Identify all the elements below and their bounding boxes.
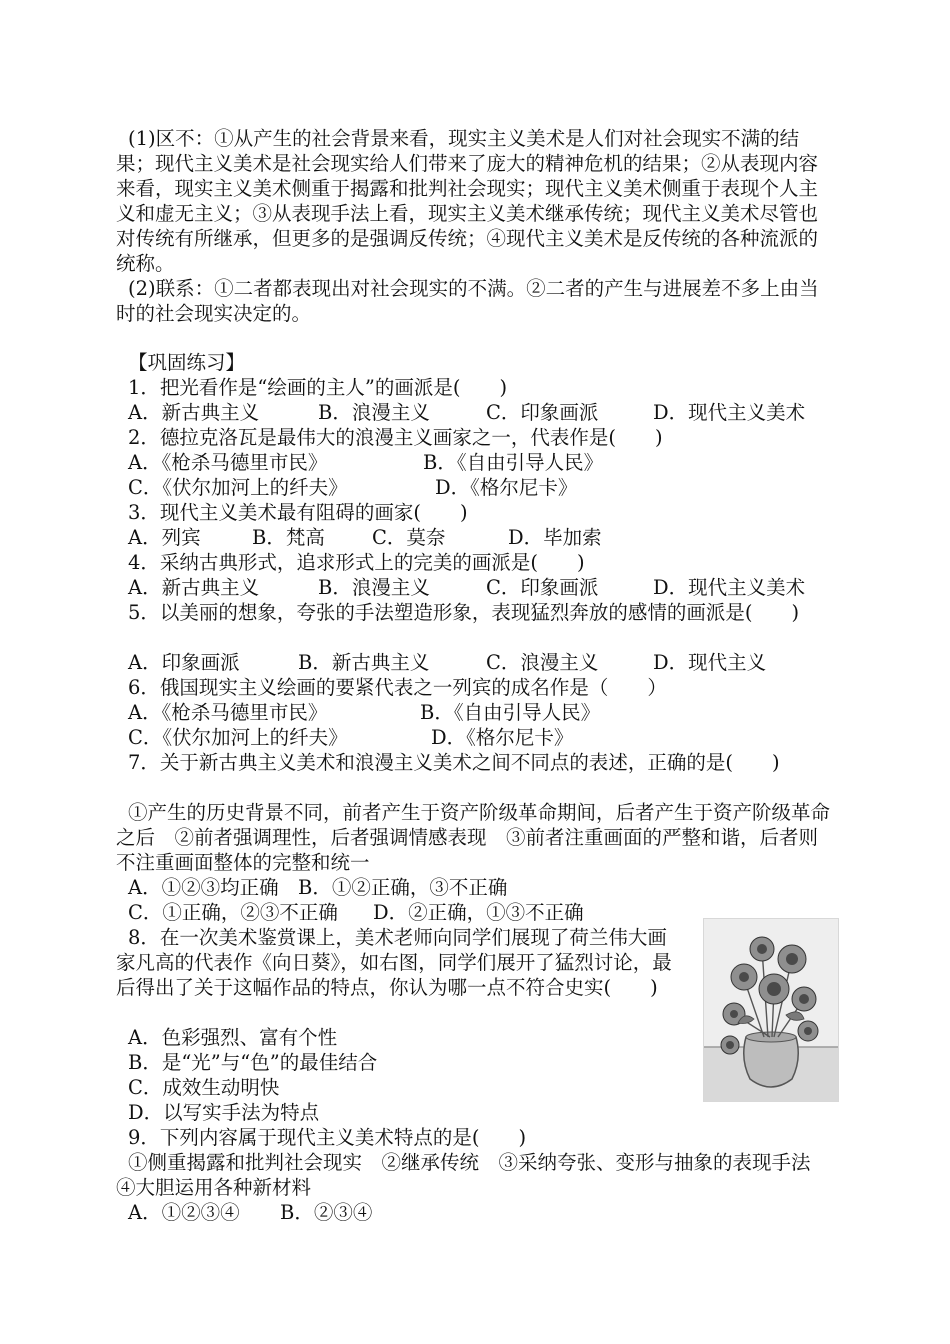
- option: D．现代主义美术: [653, 401, 806, 424]
- option: D．《格尔尼卡》: [431, 726, 574, 749]
- option: A．印象画派: [128, 651, 240, 674]
- question-2-stem: 2．德拉克洛瓦是最伟大的浪漫主义画家之一，代表作是( ): [128, 426, 663, 449]
- question-8-option-c: C．成效生动明快: [128, 1076, 280, 1099]
- option: C．浪漫主义: [486, 651, 599, 674]
- option: A．①②③均正确: [128, 876, 279, 899]
- option: A．《枪杀马德里市民》: [128, 451, 328, 474]
- option: B．《自由引导人民》: [423, 451, 604, 474]
- option: C．印象画派: [486, 576, 599, 599]
- option: B．①②正确，③不正确: [298, 876, 508, 899]
- question-5-stem: 5．以美丽的想象，夸张的手法塑造形象，表现猛烈奔放的感情的画派是( ): [128, 601, 800, 624]
- question-6-stem: 6．俄国现实主义绘画的要紧代表之一列宾的成名作是（ ）: [128, 676, 667, 699]
- intro-paragraph-1: (1)区不：①从产生的社会背景来看，现实主义美术是人们对社会现实不满的结果；现代主义美术是社会现实给人们带来了庞大的精神危机的结果；②从表现内容来看，现实主义美术侧重于揭露和批判社会现实；现代主义美术侧重于表现个人主义和虚无主义；③从表现手法上看，现实主义美术继承传统；现代主义美术尽管也对传统有所继承，但更多的是强调反传统；④现代主义美术是反传统的各种流派的统称。: [116, 127, 819, 275]
- question-4-stem: 4．采纳古典形式，追求形式上的完美的画派是( ): [128, 551, 585, 574]
- question-1-stem: 1．把光看作是“绘画的主人”的画派是( ): [128, 376, 508, 399]
- option: D．《格尔尼卡》: [435, 476, 578, 499]
- option: B．浪漫主义: [318, 401, 430, 424]
- question-7-statement: ①产生的历史背景不同，前者产生于资产阶级革命期间，后者产生于资产阶级革命之后 ②前者强调理性，后者强调情感表现 ③前者注重画面的严整和谐，后者则不注重画面整体的完整和统一: [116, 801, 831, 874]
- option: C．莫奈: [372, 526, 446, 549]
- question-8-option-d: D．以写实手法为特点: [128, 1101, 320, 1124]
- question-8-option-a: A．色彩强烈、富有个性: [128, 1026, 338, 1049]
- question-8-stem: 8．在一次美术鉴赏课上，美术老师向同学们展现了荷兰伟大画家凡高的代表作《向日葵》，如右图，同学们展开了猛烈讨论，最后得出了关于这幅作品的特点，你认为哪一点不符合史实( ): [116, 926, 672, 999]
- question-9-statement: ①侧重揭露和批判社会现实 ②继承传统 ③采纳夸张、变形与抽象的表现手法 ④大胆运用各种新材料: [116, 1151, 831, 1199]
- option: D．现代主义美术: [653, 576, 806, 599]
- option: A．新古典主义: [128, 576, 260, 599]
- option: A．①②③④: [128, 1201, 240, 1224]
- option: B．《自由引导人民》: [420, 701, 601, 724]
- option: B．梵高: [252, 526, 325, 549]
- option: C．印象画派: [486, 401, 599, 424]
- question-3-stem: 3．现代主义美术最有阻碍的画家( ): [128, 501, 468, 524]
- option: C．《伏尔加河上的纤夫》: [128, 726, 348, 749]
- option: B．新古典主义: [298, 651, 430, 674]
- section-title: 【巩固练习】: [128, 351, 246, 374]
- option: C．《伏尔加河上的纤夫》: [128, 476, 348, 499]
- option: A．列宾: [128, 526, 201, 549]
- option: A．新古典主义: [128, 401, 260, 424]
- sunflowers-illustration: [704, 919, 838, 1101]
- option: B．②③④: [280, 1201, 373, 1224]
- option: A．《枪杀马德里市民》: [128, 701, 328, 724]
- intro-paragraph-2: (2)联系：①二者都表现出对社会现实的不满。②二者的产生与进展差不多上由当时的社会现实决定的。: [116, 277, 819, 325]
- option: D．②正确，①③不正确: [373, 901, 584, 924]
- question-8-option-b: B．是“光”与“色”的最佳结合: [128, 1051, 378, 1074]
- option: D．现代主义: [653, 651, 767, 674]
- option: D．毕加索: [508, 526, 602, 549]
- option: B．浪漫主义: [318, 576, 430, 599]
- option: C．①正确，②③不正确: [128, 901, 338, 924]
- sunflowers-painting-image: [703, 918, 839, 1102]
- question-9-stem: 9．下列内容属于现代主义美术特点的是( ): [128, 1126, 527, 1149]
- question-7-stem: 7．关于新古典主义美术和浪漫主义美术之间不同点的表述，正确的是( ): [128, 751, 780, 774]
